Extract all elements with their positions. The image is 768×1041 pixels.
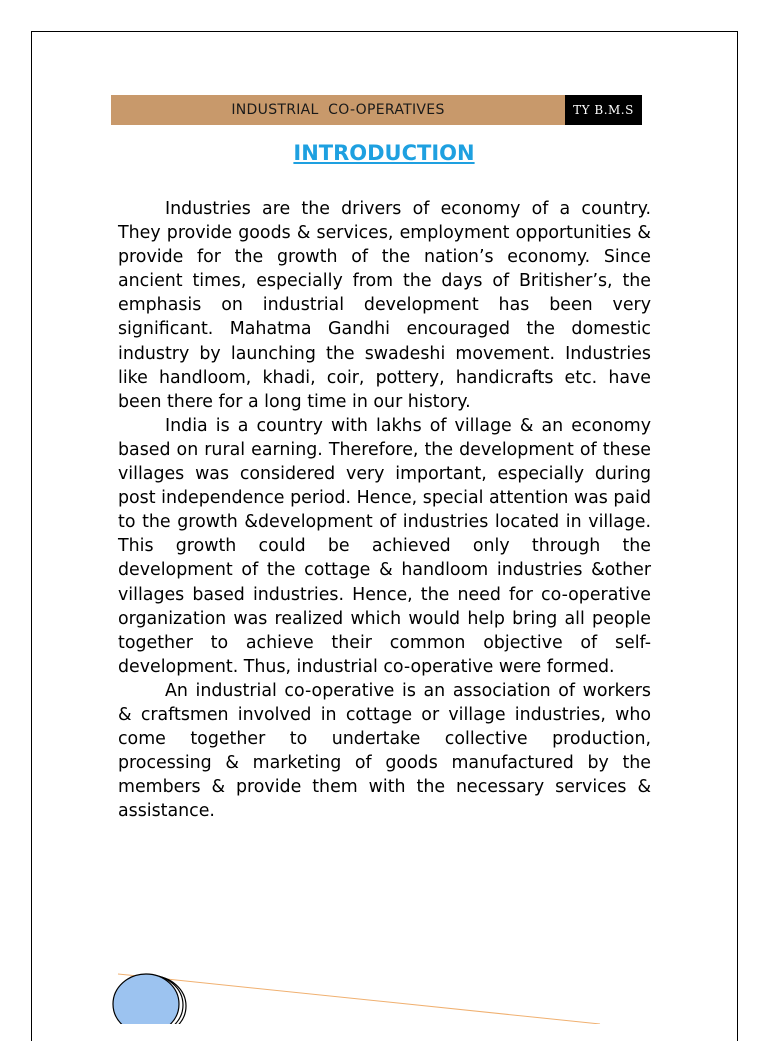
footer-decoration [0,960,768,1024]
body-text [118,197,651,823]
paragraph-1: Industries are the drivers of economy of a country. They provide goods & services, employment opportunities & provide for the growth of the nation’s economy. Since ancient times, especially from the days of Britisher’s, the emphasis on industrial development has been very significant. Mahatma Gandhi encouraged the domestic industry by launching the swadeshi movement. Industries like handloom, khadi, coir, pottery, handicrafts etc. have been there for a long time in our history. [118,199,651,412]
section-heading: INTRODUCTION [293,141,475,165]
header-title: INDUSTRIAL CO-OPERATIVES [231,102,445,118]
paragraph-3: An industrial co-operative is an association of workers & craftsmen involved in cottage or village industries, who come together to undertake collective production, processing & marketing of goods manufactured by the members & provide them with the necessary services & assistance. [118,680,651,822]
circle-main [113,974,179,1024]
paragraph-2: India is a country with lakhs of village & an economy based on rural earning. Therefore, the development of these villages was considered very important, especially during post independence period. Hence, special attention was paid to the growth &development of industries located in village. This growth could be achieved only through the development of the cottage & handloom industries &other villages based industries. Hence, the need for co-operative organization was realized which would help bring all people together to achieve their common objective of self-development. Thus, industrial co-operative were formed. [118,415,651,677]
footer-rule [118,974,600,1024]
header-tag: TY B.M.S [565,95,642,125]
